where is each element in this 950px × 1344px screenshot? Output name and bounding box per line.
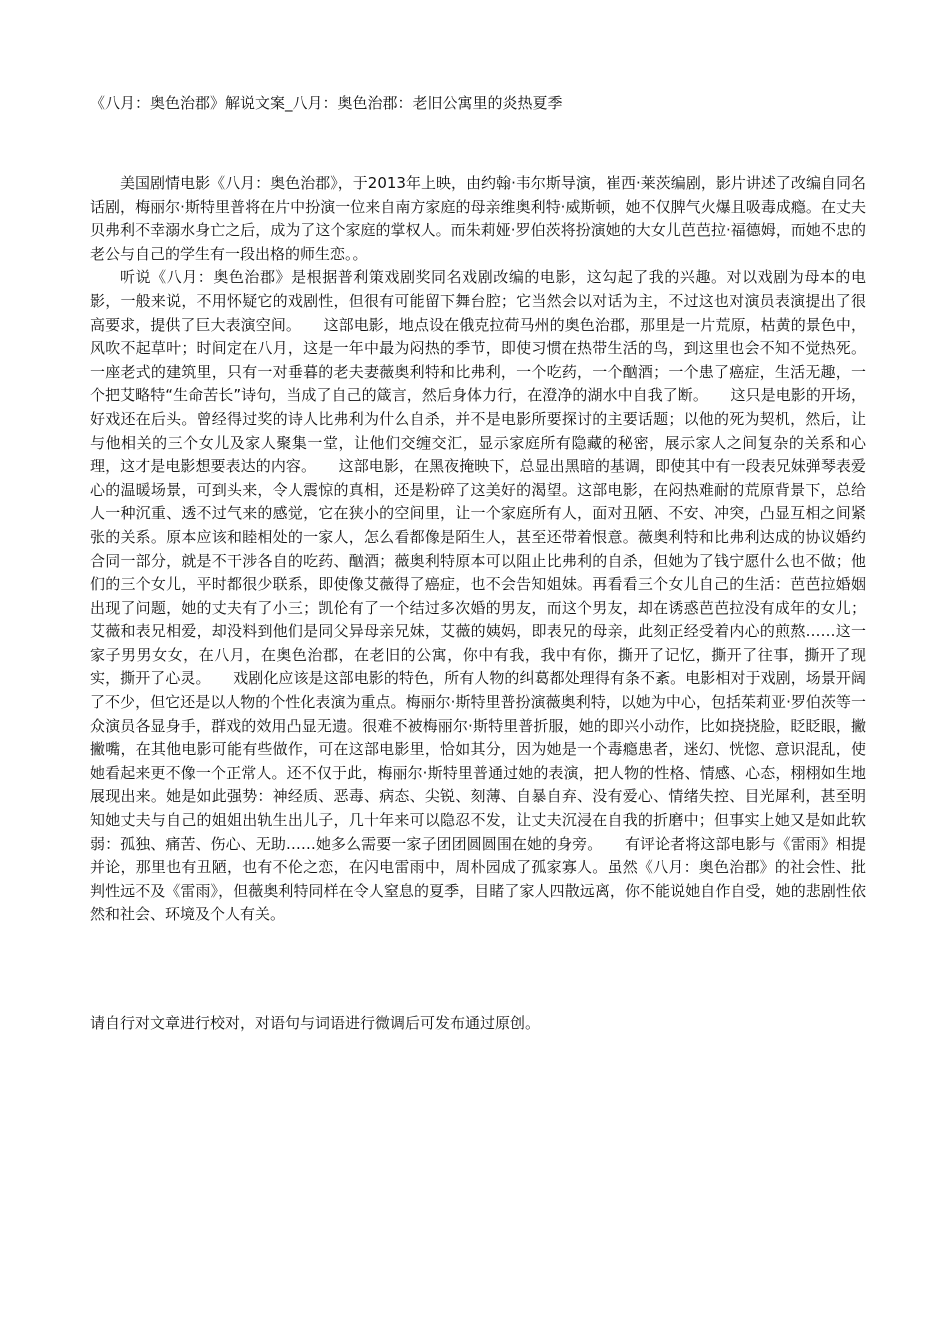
document-body	[90, 172, 866, 927]
body-paragraph-review: 听说《八月：奥色治郡》是根据普利策戏剧奖同名戏剧改编的电影，这勾起了我的兴趣。对以戏剧为母本的电影，一般来说，不用怀疑它的戏剧性，但很有可能留下舞台腔；它当然会以对话为主，不过这也对演员表演提出了很高要求，提供了巨大表演空间。 这部电影，地点设在俄克拉荷马州的奥色治郡，那里是一片荒原，枯黄的景色中，风吹不起草叶；时间定在八月，这是一年中最为闷热的季节，即使习惯在热带生活的鸟，到这里也会不知不觉热死。一座老式的建筑里，只有一对垂暮的老夫妻薇奥利特和比弗利，一个吃药，一个酗酒；一个患了癌症，生活无趣，一个把艾略特“生命苦长”诗句，当成了自己的箴言，然后身体力行，在澄净的湖水中自我了断。 这只是电影的开场，好戏还在后头。曾经得过奖的诗人比弗利为什么自杀，并不是电影所要探讨的主要话题；以他的死为契机，然后，让与他相关的三个女儿及家人聚集一堂，让他们交缠交汇，显示家庭所有隐藏的秘密，展示家人之间复杂的关系和心理，这才是电影想要表达的内容。 这部电影，在黑夜掩映下，总显出黑暗的基调，即使其中有一段表兄妹弹琴表爱心的温暖场景，可到头来，令人震惊的真相，还是粉碎了这美好的渴望。这部电影，在闷热难耐的荒原背景下，总给人一种沉重、透不过气来的感觉，它在狭小的空间里，让一个家庭所有人，面对丑陋、不安、冲突，凸显互相之间紧张的关系。原本应该和睦相处的一家人，怎么看都像是陌生人，甚至还带着恨意。薇奥利特和比弗利达成的协议婚约合同一部分，就是不干涉各自的吃药、酗酒；薇奥利特原本可以阻止比弗利的自杀，但她为了钱宁愿什么也不做；他们的三个女儿，平时都很少联系，即使像艾薇得了癌症，也不会告知姐妹。再看看三个女儿自己的生活：芭芭拉婚姻出现了问题，她的丈夫有了小三；凯伦有了一个结过多次婚的男友，而这个男友，却在诱惑芭芭拉没有成年的女儿；艾薇和表兄相爱，却没料到他们是同父异母亲兄妹，艾薇的姨妈，即表兄的母亲，此刻正经受着内心的煎熬……这一家子男男女女，在八月，在奥色治郡，在老旧的公寓，你中有我，我中有你，撕开了记忆，撕开了往事，撕开了现实，撕开了心灵。 戏剧化应该是这部电影的特色，所有人物的纠葛都处理得有条不紊。电影相对于戏剧，场景开阔了不少，但它还是以人物的个性化表演为重点。梅丽尔·斯特里普扮演薇奥利特，以她为中心，包括茱莉亚·罗伯茨等一众演员各显身手，群戏的效用凸显无遗。很难不被梅丽尔·斯特里普折服，她的即兴小动作，比如挠挠脸，眨眨眼，撇撇嘴，在其他电影可能有些做作，可在这部电影里，恰如其分，因为她是一个毒瘾患者，迷幻、恍惚、意识混乱，使她看起来更不像一个正常人。还不仅于此，梅丽尔·斯特里普通过她的表演，把人物的性格、情感、心态，栩栩如生地展现出来。她是如此强势：神经质、恶毒、病态、尖锐、刻薄、自暴自弃、没有爱心、情绪失控、目光犀利，甚至明知她丈夫与自己的姐姐出轨生出儿子，几十年来可以隐忍不发，让丈夫沉浸在自我的折磨中；但事实上她又是如此软弱：孤独、痛苦、伤心、无助……她多么需要一家子团团圆圆围在她的身旁。 有评论者将这部电影与《雷雨》相提并论，那里也有丑陋，也有不伦之恋，在闪电雷雨中，周朴园成了孤家寡人。虽然《八月：奥色治郡》的社会性、批判性远不及《雷雨》，但薇奥利特同样在令人窒息的夏季，目睹了家人四散远离，你不能说她自作自受，她的悲剧性依然和社会、环境及个人有关。	[90, 268, 866, 924]
document-title: 《八月：奥色治郡》解说文案_八月：奥色治郡：老旧公寓里的炎热夏季	[90, 94, 563, 112]
body-paragraph-intro: 美国剧情电影《八月：奥色治郡》，于2013年上映，由约翰·韦尔斯导演，崔西·莱茨编剧，影片讲述了改编自同名话剧，梅丽尔·斯特里普将在片中扮演一位来自南方家庭的母亲维奥利特·威斯顿，她不仅脾气火爆且吸毒成瘾。在丈夫贝弗利不幸溺水身亡之后，成为了这个家庭的掌权人。而朱莉娅·罗伯茨将扮演她的大女儿芭芭拉·福德姆，而她不忠的老公与自己的学生有一段出格的师生恋。。	[90, 174, 866, 263]
footer-note: 请自行对文章进行校对，对语句与词语进行微调后可发布通过原创。	[90, 1014, 541, 1032]
